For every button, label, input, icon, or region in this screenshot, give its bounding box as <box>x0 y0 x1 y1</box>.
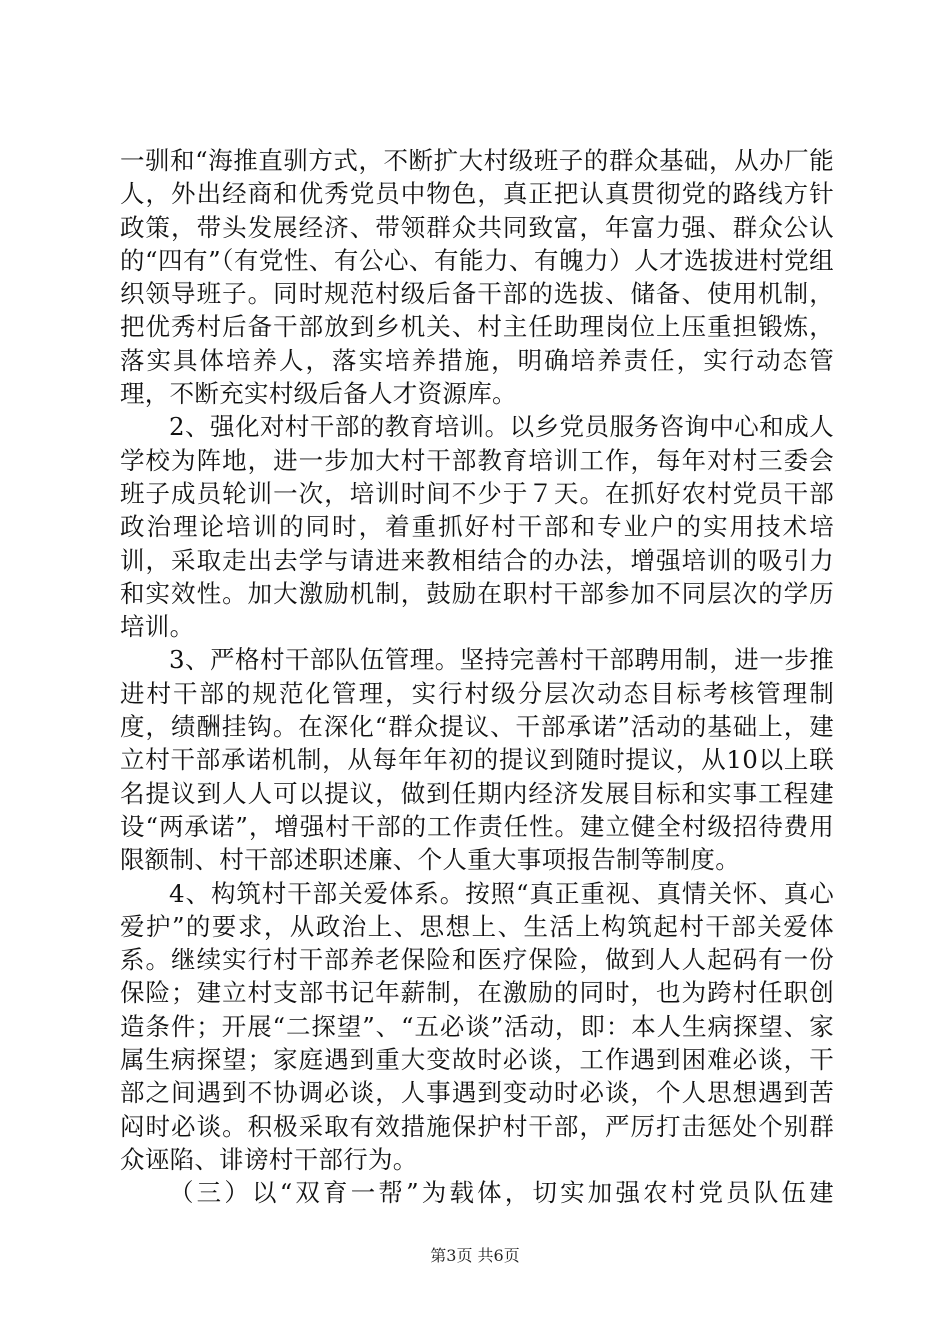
document-body <box>120 144 834 1210</box>
paragraph-cadre-management: 3、严格村干部队伍管理。坚持完善村干部聘用制，进一步推进村干部的规范化管理，实行村级分层次动态目标考核管理制度，绩酬挂钩。在深化“群众提议、干部承诺”活动的基础上，建立村干部承诺机制，从每年年初的提议到随时提议，从10以上联名提议到人人可以提议，做到任期内经济发展目标和实事工程建设“两承诺”，增强村干部的工作责任性。建立健全村级招待费用限额制、村干部述职述廉、个人重大事项报告制等制度。 <box>120 645 834 875</box>
paragraph-section-three-heading: （三）以“双育一帮”为载体，切实加强农村党员队伍建 <box>169 1178 834 1208</box>
page-footer <box>0 1246 950 1266</box>
paragraph-cadre-selection-continued: 一驯和“海推直驯方式，不断扩大村级班子的群众基础，从办厂能人，外出经商和优秀党员中物色，真正把认真贯彻党的路线方针政策，带头发展经济、带领群众共同致富，年富力强、群众公认的“四有”（有党性、有公心、有能力、有魄力）人才选拔进村党组织领导班子。同时规范村级后备干部的选拔、储备、使用机制，把优秀村后备干部放到乡机关、村主任助理岗位上压重担锻炼，落实具体培养人，落实培养措施，明确培养责任，实行动态管理，不断充实村级后备人才资源库。 <box>120 146 834 409</box>
page-number-label: 第3页 共6页 <box>430 1246 520 1265</box>
paragraph-cadre-care-system: 4、构筑村干部关爱体系。按照“真正重视、真情关怀、真心爱护”的要求，从政治上、思想上、生活上构筑起村干部关爱体系。继续实行村干部养老保险和医疗保险，做到人人起码有一份保险；建立村支部书记年薪制，在激励的同时，也为跨村任职创造条件；开展“二探望”、“五必谈”活动，即：本人生病探望、家属生病探望；家庭遇到重大变故时必谈，工作遇到困难必谈，干部之间遇到不协调必谈，人事遇到变动时必谈，个人思想遇到苦闷时必谈。积极采取有效措施保护村干部，严厉打击惩处个别群众诬陷、诽谤村干部行为。 <box>120 878 834 1174</box>
paragraph-cadre-training: 2、强化对村干部的教育培训。以乡党员服务咨询中心和成人学校为阵地，进一步加大村干部教育培训工作，每年对村三委会班子成员轮训一次，培训时间不少于７天。在抓好农村党员干部政治理论培训的同时，着重抓好村干部和专业户的实用技术培训，采取走出去学与请进来教相结合的办法，增强培训的吸引力和实效性。加大激励机制，鼓励在职村干部参加不同层次的学历培训。 <box>120 412 834 642</box>
